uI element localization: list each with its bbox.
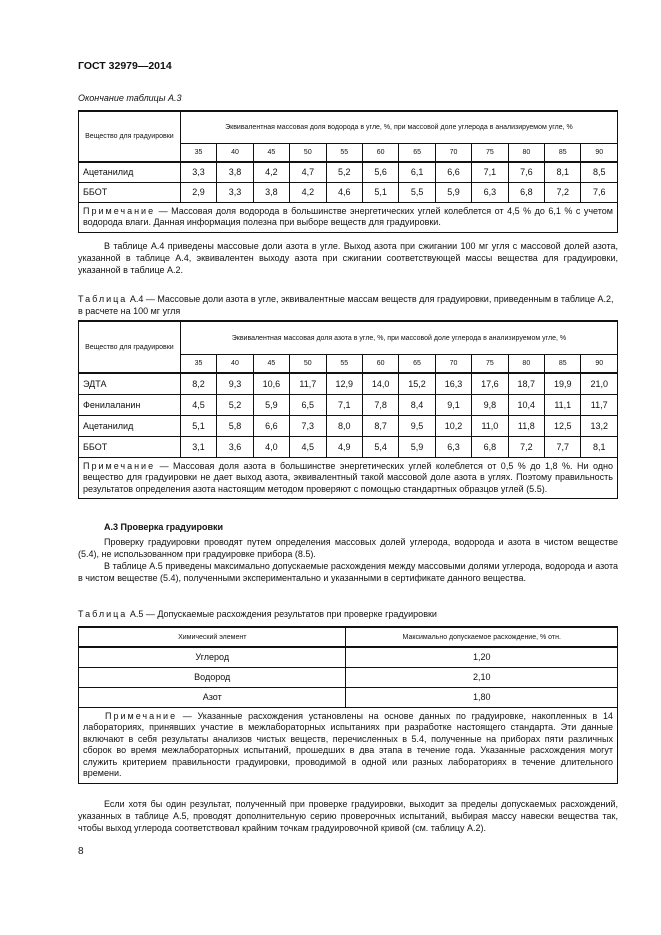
note-text: — Указанные расхождения установлены на основе данных по градуировке, накопленных в 14 лабораториях, принявших участие в межлабораторных испытаниях при разработке настоящего стандарта. Эти данные включают в себя результаты анализов чистых веществ, перечисленных в 5.4, полученные на приборах пяти различных сборок во время межлабораторных испытаний, прошедших в два этапа в течение года. Указанные расхождения могут служить критерием правильности градуировки, проводимой в одной или разных лабораториях в течение длительного времени. — [83, 710, 613, 778]
value-cell: 11,8 — [508, 415, 544, 436]
value-cell: 11,0 — [472, 415, 508, 436]
column-header: 55 — [326, 355, 362, 374]
value-cell: 4,2 — [253, 162, 289, 182]
value-cell: 8,1 — [581, 436, 618, 457]
value-cell: 4,5 — [290, 436, 326, 457]
paragraph-1: В таблице А.4 приведены массовые доли азота в угле. Выход азота при сжигании 100 мг угля с массовой долей азота, указанной в таблице А.4, эквивалентен выходу азота при сжигании соответствующей массы вещества для градуировки, указанной в таблице А.2. — [78, 241, 618, 275]
value-cell: 6,3 — [435, 436, 471, 457]
value-cell: 6,3 — [472, 182, 508, 202]
value-cell: 5,4 — [362, 436, 398, 457]
value-cell: 7,2 — [545, 182, 581, 202]
value-cell: 8,7 — [362, 415, 398, 436]
table-a5-note — [79, 707, 618, 783]
paragraph-2: Проверку градуировки проводят путем определения массовых долей углерода, водорода и азота в чистом веществе (5.4), не использованном при градуировке прибора (8.5). — [78, 537, 618, 559]
value-cell: 6,8 — [472, 436, 508, 457]
table-a4-note — [79, 457, 618, 499]
caption-text: А.5 — Допускаемые расхождения результатов при проверке градуировки — [129, 609, 437, 619]
value-cell: 9,5 — [399, 415, 435, 436]
value-cell: 13,2 — [581, 415, 618, 436]
column-header: 90 — [581, 355, 618, 374]
value-cell: 18,7 — [508, 373, 544, 394]
value-cell: 11,7 — [290, 373, 326, 394]
page-number: 8 — [78, 846, 84, 857]
value-cell: 5,9 — [435, 182, 471, 202]
document-header: ГОСТ 32979—2014 — [78, 60, 172, 72]
table-row — [79, 415, 618, 436]
value-cell: 17,6 — [472, 373, 508, 394]
table-a4-caption — [78, 293, 618, 317]
value-cell: 2,10 — [346, 667, 618, 687]
value-cell: 7,6 — [581, 182, 618, 202]
value-cell: 7,6 — [508, 162, 544, 182]
col-substance: Вещество для градуировки — [79, 321, 181, 373]
table-a3-caption: Окончание таблицы А.3 — [78, 93, 182, 103]
column-header: 80 — [508, 144, 544, 163]
value-cell: 6,8 — [508, 182, 544, 202]
substance-name: ЭДТА — [79, 373, 181, 394]
table-a3-note — [79, 202, 618, 232]
value-cell: 8,1 — [545, 162, 581, 182]
value-cell: 10,4 — [508, 394, 544, 415]
value-cell: 7,7 — [545, 436, 581, 457]
value-cell: 15,2 — [399, 373, 435, 394]
value-cell: 4,7 — [290, 162, 326, 182]
column-header: 55 — [326, 144, 362, 163]
value-cell: 9,1 — [435, 394, 471, 415]
column-header: 75 — [472, 355, 508, 374]
value-cell: 3,3 — [217, 182, 253, 202]
column-header: 40 — [217, 144, 253, 163]
table-a5-caption — [78, 608, 618, 620]
col-substance: Вещество для градуировки — [79, 111, 181, 162]
column-header: 90 — [581, 144, 618, 163]
note-label: Примечание — [83, 205, 156, 216]
column-header: 50 — [290, 144, 326, 163]
note-label: Примечание — [83, 460, 156, 471]
caption-text: А.4 — Массовые доли азота в угле, эквивалентные массам веществ для градуировки, приведенным в таблице А.2, в расчете на 100 мг угля — [78, 294, 614, 316]
value-cell: 5,9 — [253, 394, 289, 415]
value-cell: 7,2 — [508, 436, 544, 457]
note-text: — Массовая доля азота в большинстве энергетических углей колеблется от 0,5 % до 1,8 %. Ни одно вещество для градуировки не дает выход азота, эквивалентный такой массовой доле азота в углях. Поэтому правильность результатов определения азота настоящим методом проверяют с помощью стандартных образцов углей (5.5). — [83, 460, 613, 494]
value-cell: 16,3 — [435, 373, 471, 394]
value-cell: 6,1 — [399, 162, 435, 182]
value-cell: 5,5 — [399, 182, 435, 202]
paragraph-3: В таблице А.5 приведены максимально допускаемые расхождения между массовыми долями углерода, водорода и азота в чистом веществе (5.4), полученными экспериментально и указанными в сертификате данного вещества. — [78, 561, 618, 583]
column-header: 50 — [290, 355, 326, 374]
column-header: 60 — [362, 355, 398, 374]
substance-name: ББОТ — [79, 436, 181, 457]
value-cell: 3,8 — [253, 182, 289, 202]
value-cell: 3,1 — [180, 436, 216, 457]
column-header: 35 — [180, 144, 216, 163]
value-cell: 1,80 — [346, 687, 618, 707]
column-header: 85 — [545, 355, 581, 374]
element-cell: Водород — [79, 667, 346, 687]
value-cell: 9,8 — [472, 394, 508, 415]
note-text: — Массовая доля водорода в большинстве энергетических углей колеблется от 4,5 % до 6,1 % с учетом водорода влаги. Данная информация полезна при выборе веществ для градуировки. — [83, 205, 613, 227]
value-cell: 12,5 — [545, 415, 581, 436]
substance-name: Ацетанилид — [79, 162, 181, 182]
col-max-deviation: Максимально допускаемое расхождение, % отн. — [346, 627, 618, 647]
table-a4 — [78, 320, 618, 499]
value-cell: 5,2 — [217, 394, 253, 415]
value-cell: 7,1 — [326, 394, 362, 415]
value-cell: 9,3 — [217, 373, 253, 394]
table-row — [79, 162, 618, 182]
value-cell: 7,3 — [290, 415, 326, 436]
caption-label: Таблица — [78, 609, 128, 619]
value-cell: 10,2 — [435, 415, 471, 436]
value-cell: 11,7 — [581, 394, 618, 415]
paragraph-4: Если хотя бы один результат, полученный при проверке градуировки, выходит за пределы допускаемых расхождений, указанных в таблице А.5, проводят дополнительную серию проверочных испытаний, выбирая массу навески вещества так, чтобы выход углерода соответствовал крайним точкам градуировочной кривой (см. таблицу А.2). — [78, 799, 618, 833]
value-cell: 12,9 — [326, 373, 362, 394]
table-row — [79, 436, 618, 457]
value-cell: 4,9 — [326, 436, 362, 457]
value-cell: 4,0 — [253, 436, 289, 457]
substance-name: Ацетанилид — [79, 415, 181, 436]
group-header: Эквивалентная массовая доля водорода в угле, %, при массовой доле углерода в анализируемом угле, % — [180, 111, 617, 144]
column-header: 70 — [435, 355, 471, 374]
value-cell: 6,5 — [290, 394, 326, 415]
column-header: 60 — [362, 144, 398, 163]
col-element: Химический элемент — [79, 627, 346, 647]
value-cell: 8,4 — [399, 394, 435, 415]
value-cell: 3,3 — [180, 162, 216, 182]
section-title: А.3 Проверка градуировки — [104, 522, 224, 532]
table-row — [79, 182, 618, 202]
table-a3 — [78, 110, 618, 233]
caption-label: Таблица — [78, 294, 128, 304]
substance-name: Фенилаланин — [79, 394, 181, 415]
value-cell: 8,5 — [581, 162, 618, 182]
column-header: 70 — [435, 144, 471, 163]
value-cell: 1,20 — [346, 647, 618, 667]
group-header: Эквивалентная массовая доля азота в угле, %, при массовой доле углерода в анализируемом угле, % — [180, 321, 617, 355]
column-header: 85 — [545, 144, 581, 163]
table-row — [79, 394, 618, 415]
substance-name: ББОТ — [79, 182, 181, 202]
table-a5 — [78, 626, 618, 784]
value-cell: 7,1 — [472, 162, 508, 182]
value-cell: 5,1 — [180, 415, 216, 436]
value-cell: 2,9 — [180, 182, 216, 202]
table-row — [79, 373, 618, 394]
value-cell: 11,1 — [545, 394, 581, 415]
value-cell: 3,6 — [217, 436, 253, 457]
value-cell: 4,6 — [326, 182, 362, 202]
element-cell: Азот — [79, 687, 346, 707]
value-cell: 21,0 — [581, 373, 618, 394]
column-header: 40 — [217, 355, 253, 374]
value-cell: 8,0 — [326, 415, 362, 436]
column-header: 65 — [399, 355, 435, 374]
value-cell: 5,8 — [217, 415, 253, 436]
value-cell: 7,8 — [362, 394, 398, 415]
value-cell: 5,6 — [362, 162, 398, 182]
element-cell: Углерод — [79, 647, 346, 667]
value-cell: 3,8 — [217, 162, 253, 182]
column-header: 75 — [472, 144, 508, 163]
value-cell: 19,9 — [545, 373, 581, 394]
value-cell: 6,6 — [253, 415, 289, 436]
column-header: 45 — [253, 144, 289, 163]
column-header: 65 — [399, 144, 435, 163]
value-cell: 6,6 — [435, 162, 471, 182]
column-header: 45 — [253, 355, 289, 374]
value-cell: 14,0 — [362, 373, 398, 394]
value-cell: 4,2 — [290, 182, 326, 202]
value-cell: 8,2 — [180, 373, 216, 394]
value-cell: 4,5 — [180, 394, 216, 415]
column-header: 35 — [180, 355, 216, 374]
note-label: Примечание — [105, 710, 178, 721]
value-cell: 5,1 — [362, 182, 398, 202]
value-cell: 5,9 — [399, 436, 435, 457]
column-header: 80 — [508, 355, 544, 374]
value-cell: 10,6 — [253, 373, 289, 394]
value-cell: 5,2 — [326, 162, 362, 182]
